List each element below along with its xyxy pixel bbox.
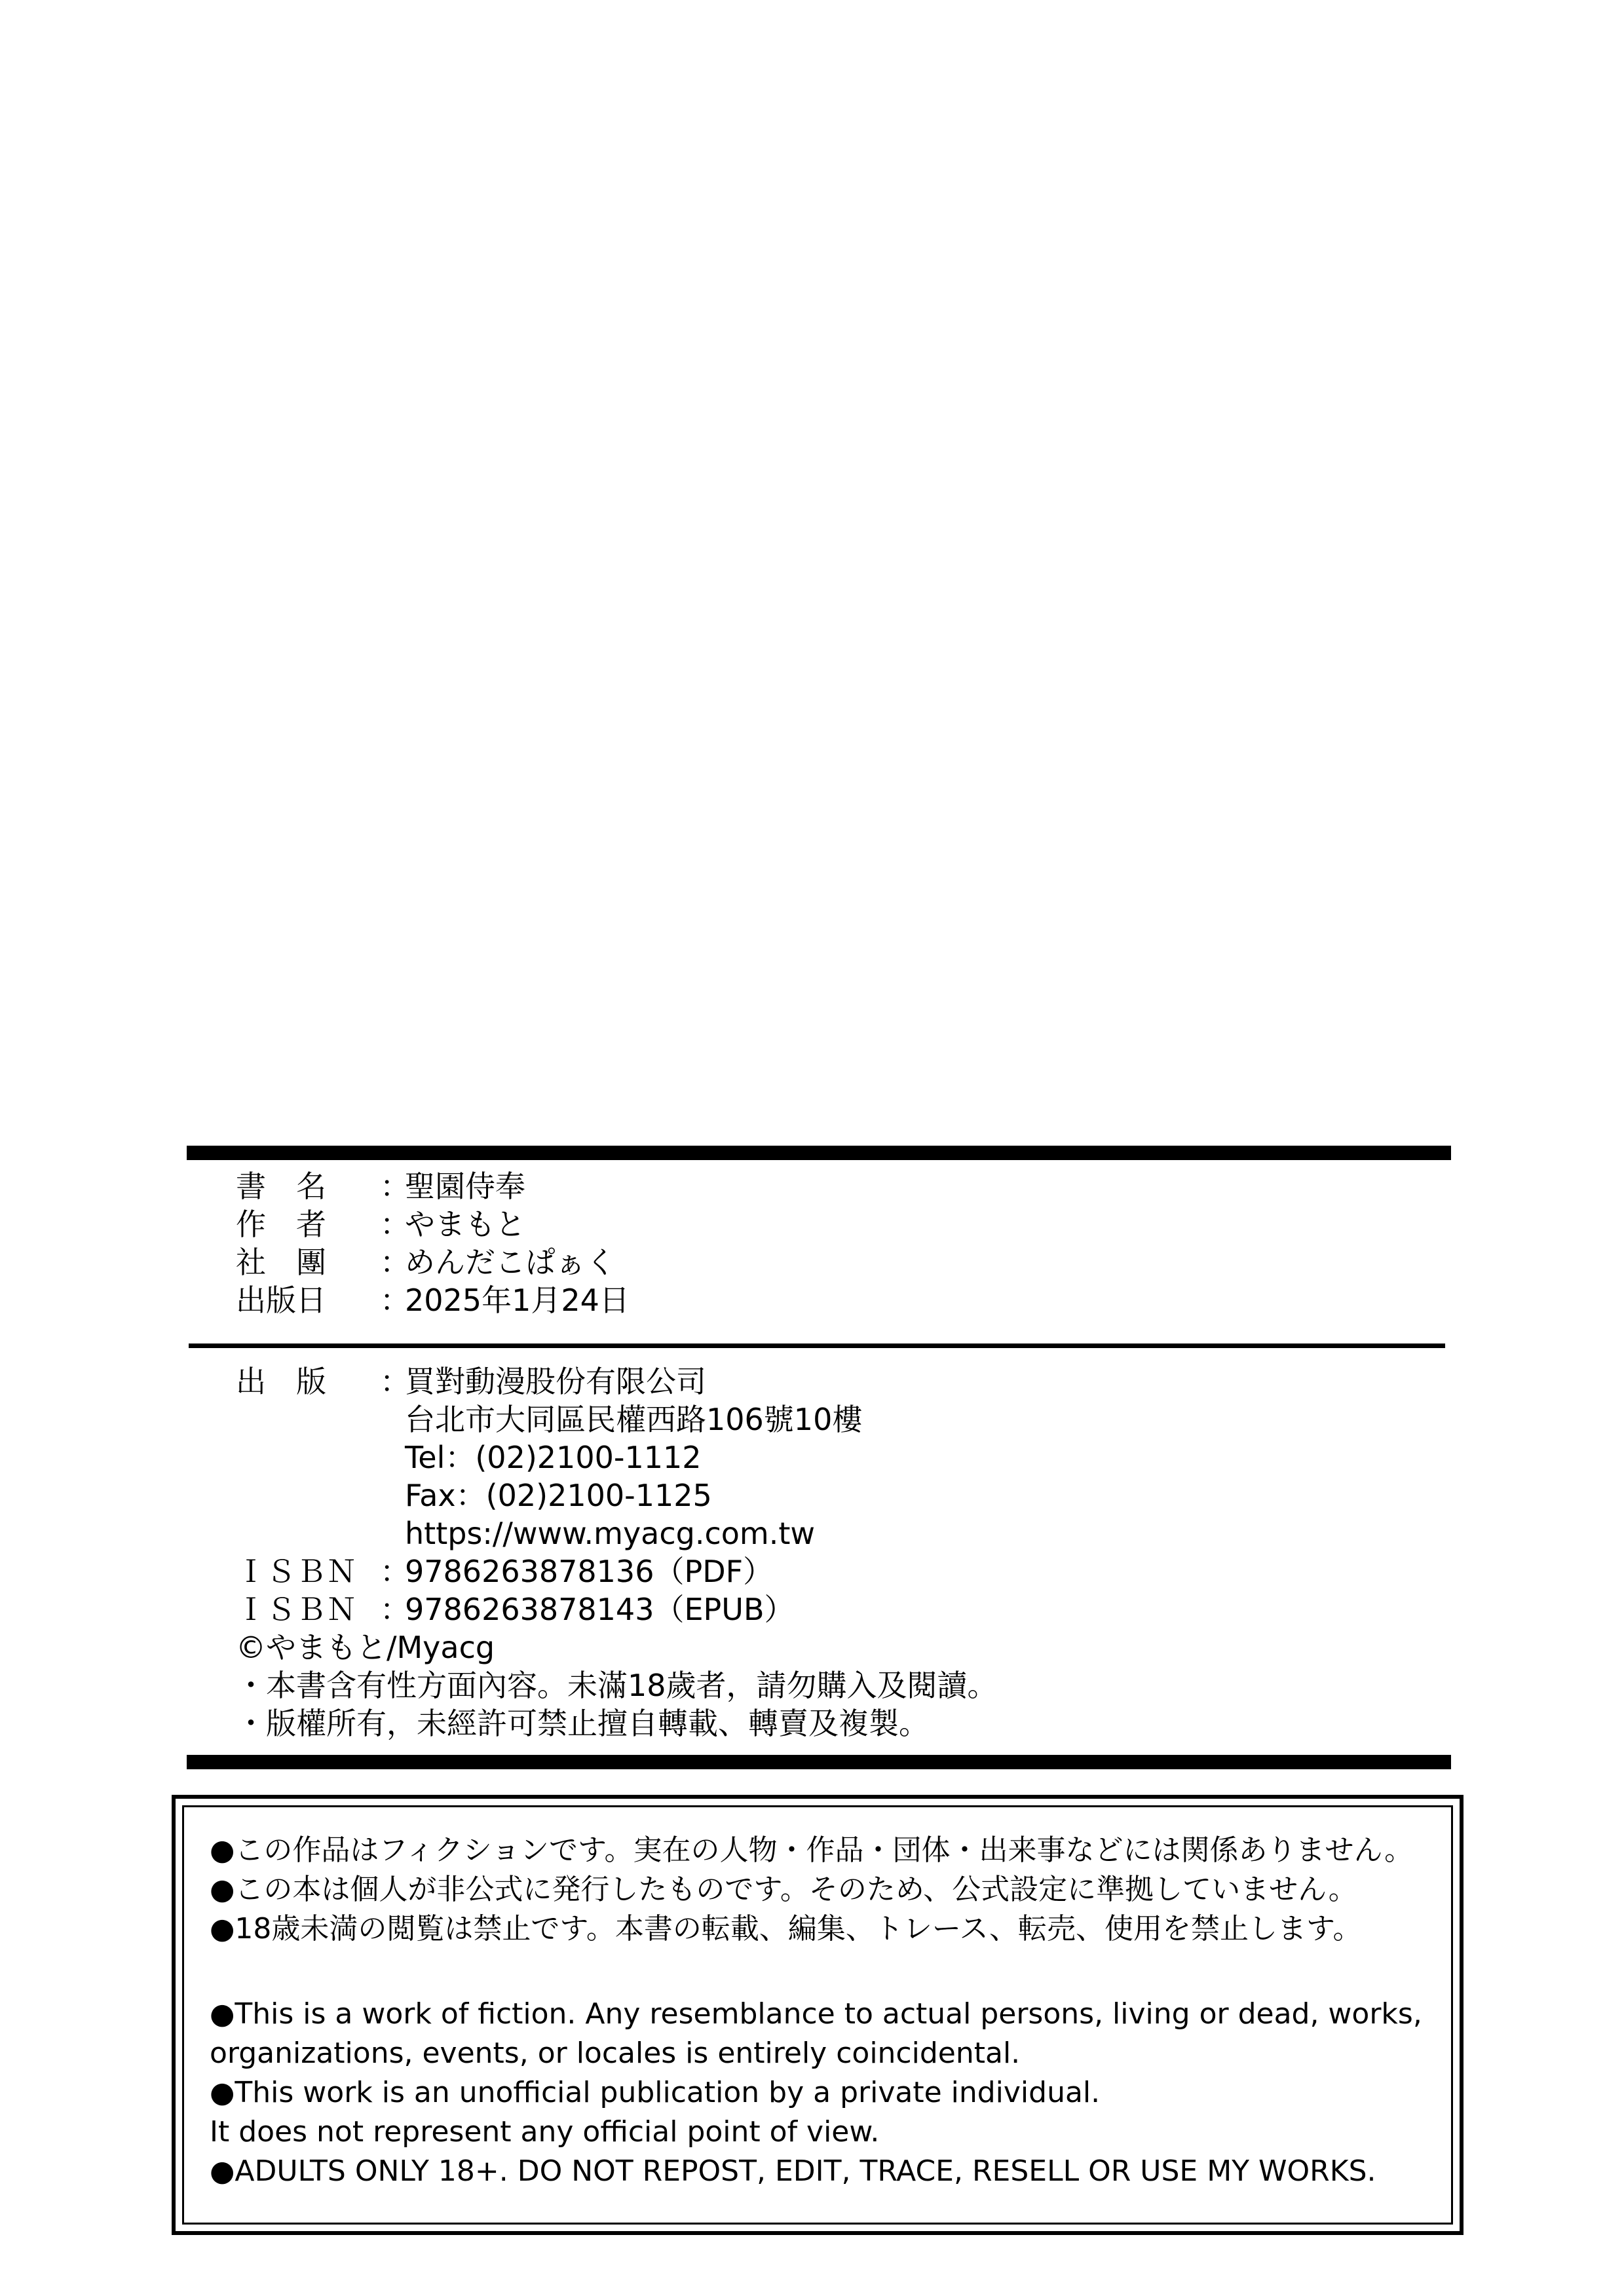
notice-en-line: ●This work is an unofficial publication by a private individual. xyxy=(210,2076,1101,2109)
publisher-name: 買對動漫股份有限公司 xyxy=(405,1364,706,1399)
publisher-row xyxy=(236,1362,998,1400)
title-separator: ： xyxy=(380,1169,410,1204)
notice-en-line: ●This is a work of fiction. Any resemblance to actual persons, living or dead, works, xyxy=(210,1997,1422,2031)
circle-value: めんだこぱぁく xyxy=(405,1245,616,1280)
circle-separator: ： xyxy=(380,1245,410,1280)
copyright-line: ©やまもと/Myacg xyxy=(236,1630,495,1665)
isbn-epub-value: 9786263878143（EPUB） xyxy=(405,1592,795,1627)
publisher-label: 出 版 xyxy=(236,1364,326,1399)
notice-japanese xyxy=(210,1831,1413,1949)
top-rule xyxy=(187,1146,1451,1160)
notice-ja-line: ●18歳未満の閲覧は禁止です。本書の転載、編集、トレース、転売、使用を禁止します。 xyxy=(210,1912,1362,1945)
release-date-separator: ： xyxy=(380,1283,410,1318)
notice-en-line: organizations, events, or locales is entirely coincidental. xyxy=(210,2037,1021,2070)
isbn-pdf-label: ＩＳＢＮ xyxy=(236,1554,356,1589)
publisher-fax: Fax：(02)2100-1125 xyxy=(405,1478,712,1513)
isbn-epub-label: ＩＳＢＮ xyxy=(236,1592,356,1627)
notice-english xyxy=(210,1995,1422,2191)
notice-ja-line: ●この作品はフィクションです。実在の人物・作品・団体・出来事などには関係ありません。 xyxy=(210,1833,1414,1867)
author-row xyxy=(236,1205,630,1243)
circle-row xyxy=(236,1243,630,1281)
isbn-epub-row xyxy=(236,1590,998,1628)
author-label: 作 者 xyxy=(236,1207,326,1242)
publisher-url: https://www.myacg.com.tw xyxy=(405,1516,816,1551)
notice-ja-line: ●この本は個人が非公式に発行したものです。そのため、公式設定に準拠していません。 xyxy=(210,1873,1357,1906)
release-date-row xyxy=(236,1281,630,1319)
title-value: 聖園侍奉 xyxy=(405,1169,525,1204)
colophon-book-info xyxy=(236,1167,630,1319)
bottom-rule xyxy=(187,1755,1451,1769)
publisher-tel: Tel：(02)2100-1112 xyxy=(405,1440,702,1475)
circle-label: 社 團 xyxy=(236,1245,326,1280)
rights-reserved-note: ・版權所有，未經許可禁止擅自轉載、轉賣及複製。 xyxy=(236,1706,929,1741)
release-date-label: 出版日 xyxy=(236,1283,326,1318)
isbn-pdf-row xyxy=(236,1552,998,1590)
notice-en-line: ●ADULTS ONLY 18+. DO NOT REPOST, EDIT, TRACE, RESELL OR USE MY WORKS. xyxy=(210,2154,1376,2188)
publisher-separator: ： xyxy=(380,1364,410,1399)
notice-en-line: It does not represent any official point of view. xyxy=(210,2115,880,2149)
isbn-epub-separator: ： xyxy=(380,1592,410,1627)
isbn-pdf-separator: ： xyxy=(380,1554,410,1589)
title-label: 書 名 xyxy=(236,1169,326,1204)
author-value: やまもと xyxy=(405,1207,525,1242)
publisher-address: 台北市大同區民權西路106號10樓 xyxy=(405,1402,863,1437)
isbn-pdf-value: 9786263878136（PDF） xyxy=(405,1554,774,1589)
middle-rule xyxy=(189,1343,1445,1348)
author-separator: ： xyxy=(380,1207,410,1242)
release-date-value: 2025年1月24日 xyxy=(405,1283,630,1318)
title-row xyxy=(236,1167,630,1205)
colophon-publisher-info xyxy=(236,1362,998,1742)
content-warning-note: ・本書含有性方面內容。未滿18歲者，請勿購入及閱讀。 xyxy=(236,1668,998,1703)
